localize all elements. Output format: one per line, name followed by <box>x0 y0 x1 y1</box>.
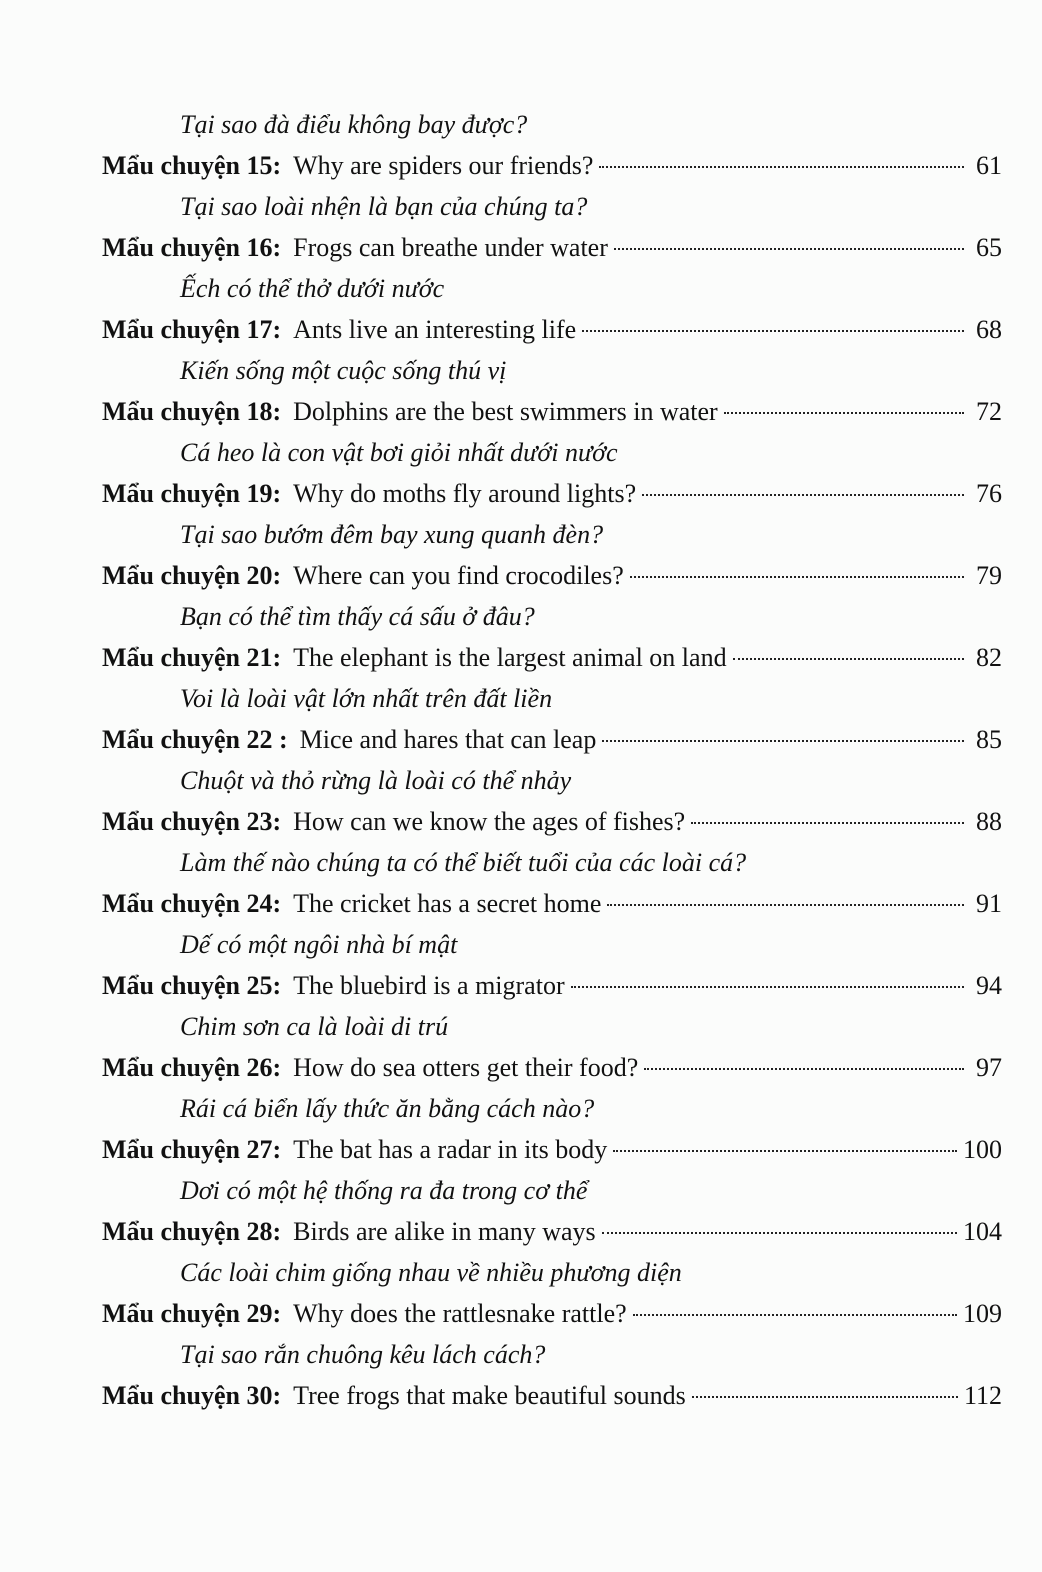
dot-leader <box>613 1150 957 1152</box>
entry-page-number: 112 <box>963 1381 1002 1410</box>
entry-title: Birds are alike in many ways <box>293 1217 596 1246</box>
entry-subtitle: Chim sơn ca là loài di trú <box>180 1012 449 1041</box>
toc-entry <box>102 719 1002 760</box>
entry-page-number: 109 <box>963 1299 1002 1328</box>
entry-page-number: 91 <box>976 889 1002 918</box>
dot-leader <box>614 248 964 250</box>
entry-label: Mẩu chuyện 27: <box>102 1135 282 1164</box>
dot-leader <box>724 412 964 414</box>
entry-label: Mẩu chuyện 29: <box>102 1299 282 1328</box>
entry-subtitle: Ếch có thể thở dưới nước <box>180 274 445 303</box>
entry-subtitle: Tại sao rắn chuông kêu lách cách? <box>180 1340 546 1369</box>
dot-leader <box>630 576 964 578</box>
toc-entry <box>102 145 1002 186</box>
toc-entry <box>102 883 1002 924</box>
entry-title: How can we know the ages of fishes? <box>293 807 686 836</box>
table-of-contents <box>102 104 1002 1416</box>
entry-page-number: 94 <box>976 971 1002 1000</box>
entry-label: Mẩu chuyện 26: <box>102 1053 282 1082</box>
entry-subtitle: Làm thế nào chúng ta có thể biết tuổi của các loài cá? <box>180 848 747 877</box>
dot-leader <box>633 1314 957 1316</box>
entry-label: Mẩu chuyện 18: <box>102 397 282 426</box>
entry-title: The bat has a radar in its body <box>293 1135 608 1164</box>
dot-leader <box>602 1232 957 1234</box>
entry-subtitle: Chuột và thỏ rừng là loài có thể nhảy <box>180 766 572 795</box>
entry-subtitle: Các loài chim giống nhau về nhiều phương diện <box>180 1258 682 1287</box>
entry-title: The bluebird is a migrator <box>293 971 565 1000</box>
entry-page-number: 104 <box>963 1217 1002 1246</box>
entry-page-number: 76 <box>976 479 1002 508</box>
toc-entry <box>102 391 1002 432</box>
entry-page-number: 79 <box>976 561 1002 590</box>
entry-label: Mẩu chuyện 24: <box>102 889 282 918</box>
entry-page-number: 65 <box>976 233 1002 262</box>
dot-leader <box>582 330 964 332</box>
toc-entry <box>102 965 1002 1006</box>
entry-label: Mẩu chuyện 25: <box>102 971 282 1000</box>
entry-label: Mẩu chuyện 20: <box>102 561 282 590</box>
toc-entry <box>102 801 1002 842</box>
entry-page-number: 61 <box>976 151 1002 180</box>
toc-entry <box>102 227 1002 268</box>
toc-entries <box>102 145 1002 1416</box>
dot-leader <box>607 904 964 906</box>
entry-title: Why are spiders our friends? <box>293 151 594 180</box>
toc-entry <box>102 1375 1002 1416</box>
entry-page-number: 72 <box>976 397 1002 426</box>
entry-subtitle: Rái cá biển lấy thức ăn bằng cách nào? <box>180 1094 595 1123</box>
dot-leader <box>691 822 964 824</box>
dot-leader <box>571 986 964 988</box>
entry-label: Mẩu chuyện 22 : <box>102 725 288 754</box>
entry-label: Mẩu chuyện 30: <box>102 1381 282 1410</box>
entry-page-number: 68 <box>976 315 1002 344</box>
dot-leader <box>733 658 964 660</box>
dot-leader <box>644 1068 964 1070</box>
entry-label: Mẩu chuyện 19: <box>102 479 282 508</box>
entry-label: Mẩu chuyện 15: <box>102 151 282 180</box>
entry-subtitle: Tại sao loài nhện là bạn của chúng ta? <box>180 192 588 221</box>
entry-title: How do sea otters get their food? <box>293 1053 639 1082</box>
entry-title: Ants live an interesting life <box>293 315 577 344</box>
entry-page-number: 97 <box>976 1053 1002 1082</box>
toc-entry <box>102 309 1002 350</box>
toc-entry <box>102 473 1002 514</box>
entry-title: The elephant is the largest animal on land <box>293 643 727 672</box>
toc-entry <box>102 1129 1002 1170</box>
entry-subtitle: Kiến sống một cuộc sống thú vị <box>180 356 507 385</box>
entry-title: Tree frogs that make beautiful sounds <box>293 1381 686 1410</box>
entry-subtitle: Tại sao bướm đêm bay xung quanh đèn? <box>180 520 604 549</box>
entry-label: Mẩu chuyện 21: <box>102 643 282 672</box>
entry-page-number: 82 <box>976 643 1002 672</box>
entry-title: Why does the rattlesnake rattle? <box>293 1299 627 1328</box>
entry-subtitle: Voi là loài vật lớn nhất trên đất liền <box>180 684 553 713</box>
entry-label: Mẩu chuyện 23: <box>102 807 282 836</box>
entry-label: Mẩu chuyện 28: <box>102 1217 282 1246</box>
entry-title: Frogs can breathe under water <box>293 233 608 262</box>
entry-subtitle: Dơi có một hệ thống ra đa trong cơ thể <box>180 1176 588 1205</box>
entry-title: Mice and hares that can leap <box>299 725 597 754</box>
entry-page-number: 85 <box>976 725 1002 754</box>
entry-title: The cricket has a secret home <box>293 889 602 918</box>
toc-entry <box>102 555 1002 596</box>
toc-entry <box>102 1293 1002 1334</box>
entry-page-number: 100 <box>963 1135 1002 1164</box>
lead-subtitle: Tại sao đà điểu không bay được? <box>180 110 528 139</box>
entry-title: Dolphins are the best swimmers in water <box>293 397 718 426</box>
toc-entry <box>102 1047 1002 1088</box>
toc-entry <box>102 637 1002 678</box>
dot-leader <box>599 166 964 168</box>
entry-label: Mẩu chuyện 17: <box>102 315 282 344</box>
entry-page-number: 88 <box>976 807 1002 836</box>
dot-leader <box>642 494 964 496</box>
entry-label: Mẩu chuyện 16: <box>102 233 282 262</box>
dot-leader <box>692 1396 958 1398</box>
toc-entry <box>102 1211 1002 1252</box>
entry-subtitle: Bạn có thể tìm thấy cá sấu ở đâu? <box>180 602 535 631</box>
entry-subtitle: Cá heo là con vật bơi giỏi nhất dưới nước <box>180 438 618 467</box>
entry-title: Why do moths fly around lights? <box>293 479 637 508</box>
dot-leader <box>602 740 964 742</box>
entry-subtitle: Dế có một ngôi nhà bí mật <box>180 930 458 959</box>
entry-title: Where can you find crocodiles? <box>293 561 624 590</box>
